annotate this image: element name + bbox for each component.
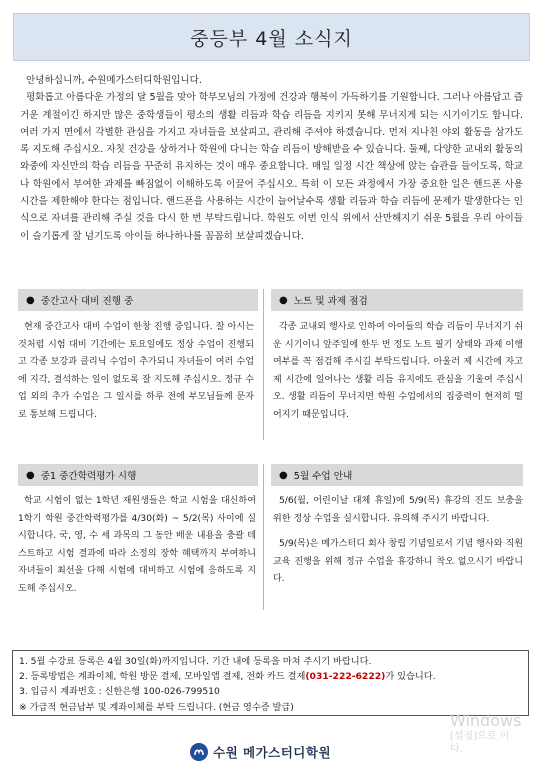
section-header-notes — [271, 289, 523, 311]
payment-notice-box — [12, 650, 529, 716]
academy-name: 수원 메가스터디학원 — [213, 745, 332, 760]
section-text-may-1: 5/6(월, 어린이날 대체 휴일)에 5/9(목) 휴강의 진도 보충을 위한 정상 수업을 실시합니다. 유의해 주시기 바랍니다. — [273, 496, 523, 524]
section-text-may-2: 5/9(목)은 메가스터디 회사 창립 기념일로서 기념 행사와 직원 교육 진행을 위해 정규 수업을 휴강하니 착오 없으시기 바랍니다. — [273, 539, 524, 585]
notice-line: 3. 입금시 계좌번호 : 신한은행 100-026-799510 — [19, 686, 220, 698]
section-text-notes: 각종 교내외 행사로 인하여 아이들의 학습 리듬이 무너지기 쉬운 시기이니 앞주일에 한두 번 정도 노트 필기 상태와 과제 이행 여부를 꼭 점검해 주시길 부탁드립니다. 아울러 제 시간에 자고 제 시간에 일어나는 생활 리듬 유지에도 관심을 기울여 주십시오. 생활 리듬이 무너지면 학원 수업에서의 집중력이 현저히 떨어지기 때문입니다. — [273, 322, 523, 420]
section-title-may-schedule: 5월 수업 안내 — [293, 471, 353, 482]
title-banner — [13, 13, 530, 61]
section-title-grade1-exam: 중1 중간학력평가 시행 — [40, 471, 137, 482]
windows-activation-watermark — [450, 712, 543, 756]
section-text-grade1-exam: 학교 시험이 없는 1학년 재원생들은 학교 시험을 대신하여 1학기 학원 중간학력평가를 4/30(화) ~ 5/2(목) 사이에 실시합니다. 국, 영, 수 세 과목의 그 동안 배운 내용을 충괄 테스트하고 시험 결과에 따라 소정의 장학 혜택까지 부여하니 자녀들이 최선을 다해 시험에 대비하고 시험에 응하도록 지도해 주십시오. — [18, 496, 256, 594]
watermark-line: 다. — [450, 744, 463, 755]
megastudy-logo-icon — [190, 743, 208, 761]
column-divider — [263, 289, 264, 440]
watermark-line: Windows — [450, 711, 522, 730]
section-text-exam-prep: 현재 중간고사 대비 수업이 한창 진행 중입니다. 잘 아시는 것처럼 시험 대비 기간에는 토요일에도 정상 수업이 진행되고 각종 보강과 클리닉 수업이 추가되니 자녀들이 여러 수업에 지각, 결석하는 일이 없도록 잘 지도해 주십시오. 정규 수업 외의 추가 수업은 그 일시를 하루 전에 부모님들께 문자로 통보해 드립니다. — [18, 322, 254, 420]
section-title-notes: 노트 및 과제 점검 — [293, 296, 368, 307]
section-body-may-schedule — [273, 493, 523, 589]
section-header-exam-prep — [18, 289, 258, 311]
footer-logo — [190, 741, 331, 763]
bullet-circle-icon: ● — [26, 469, 35, 481]
phone-number: (031-222-6222) — [305, 671, 386, 683]
section-body-exam-prep — [18, 319, 254, 425]
section-header-may-schedule — [271, 464, 523, 486]
bullet-circle-icon: ● — [279, 294, 288, 306]
notice-line — [19, 669, 522, 684]
section-body-grade1-exam — [18, 493, 256, 599]
notice-text: 2. 등록방법은 계좌이체, 학원 방문 결제, 모바일앱 결제, 전화 카드 결제 — [19, 671, 306, 683]
section-header-grade1-exam — [18, 464, 258, 486]
watermark-line: [설정]으로 이 — [450, 731, 510, 742]
section-body-notes — [273, 319, 523, 425]
bullet-circle-icon: ● — [26, 294, 35, 306]
column-divider — [263, 464, 264, 610]
bullet-circle-icon: ● — [279, 469, 288, 481]
page-title: 중등부 4월 소식지 — [190, 27, 353, 50]
intro-body: 평화롭고 아름다운 가정의 달 5월을 맞아 학부모님의 가정에 건강과 행복이 가득하기를 기원합니다. 그러나 아름답고 즐거운 계절이긴 하지만 많은 중학생들이 평소의 생활 리듬과 학습 리듬을 지키지 못해 무너지게 되는 시기이기도 합니다. 여러 가지 면에서 각별한 관심을 가지고 자녀들을 보살피고, 관리해 주셔야 하겠습니다. 먼저 지나친 야외 활동을 삼가도록 지도해 주십시오. 자칫 건강을 상하거나 학원에 다니는 학습 리듬이 방해받을 수 있습니다. 둘째, 다양한 교내외 활동의 와중에 자신만의 학습 리듬을 꾸준히 유지하는 것이 매우 중요합니다. 매일 일정 시간 책상에 앉는 습관을 들이도록, 학교나 학원에서 부여한 과제를 빠짐없이 이해하도록 이끌어 주십시오. 특히 이 모든 과정에서 가장 중요한 일은 핸드폰 사용 시간을 제한해야 한다는 점입니다. 핸드폰을 사용하는 시간이 늘어날수록 생활 리듬과 학습 리듬에 문제가 발생한다는 인식으로 자녀를 관리해 주실 것을 다시 한 번 부탁드립니다. 학원도 이번 인식 위에서 산만해지기 쉬운 5월을 우리 아이들이 슬기롭게 잘 넘기도록 아이들 하나하나를 꼼꼼히 보살피겠습니다. — [20, 92, 523, 242]
intro-letter — [20, 72, 523, 245]
intro-greeting: 안녕하십니까, 수원메가스터디학원입니다. — [26, 75, 202, 86]
notice-line: 1. 5월 수강료 등록은 4월 30일(화)까지입니다. 기간 내에 등록을 마쳐 주시기 바랍니다. — [19, 656, 372, 667]
notice-text: 가 있습니다. — [385, 671, 436, 683]
section-title-exam-prep: 중간고사 대비 진행 중 — [40, 296, 134, 307]
notice-line: ※ 가급적 현금납부 및 계좌이체를 부탁 드립니다. (현금 영수증 발급) — [19, 701, 294, 713]
